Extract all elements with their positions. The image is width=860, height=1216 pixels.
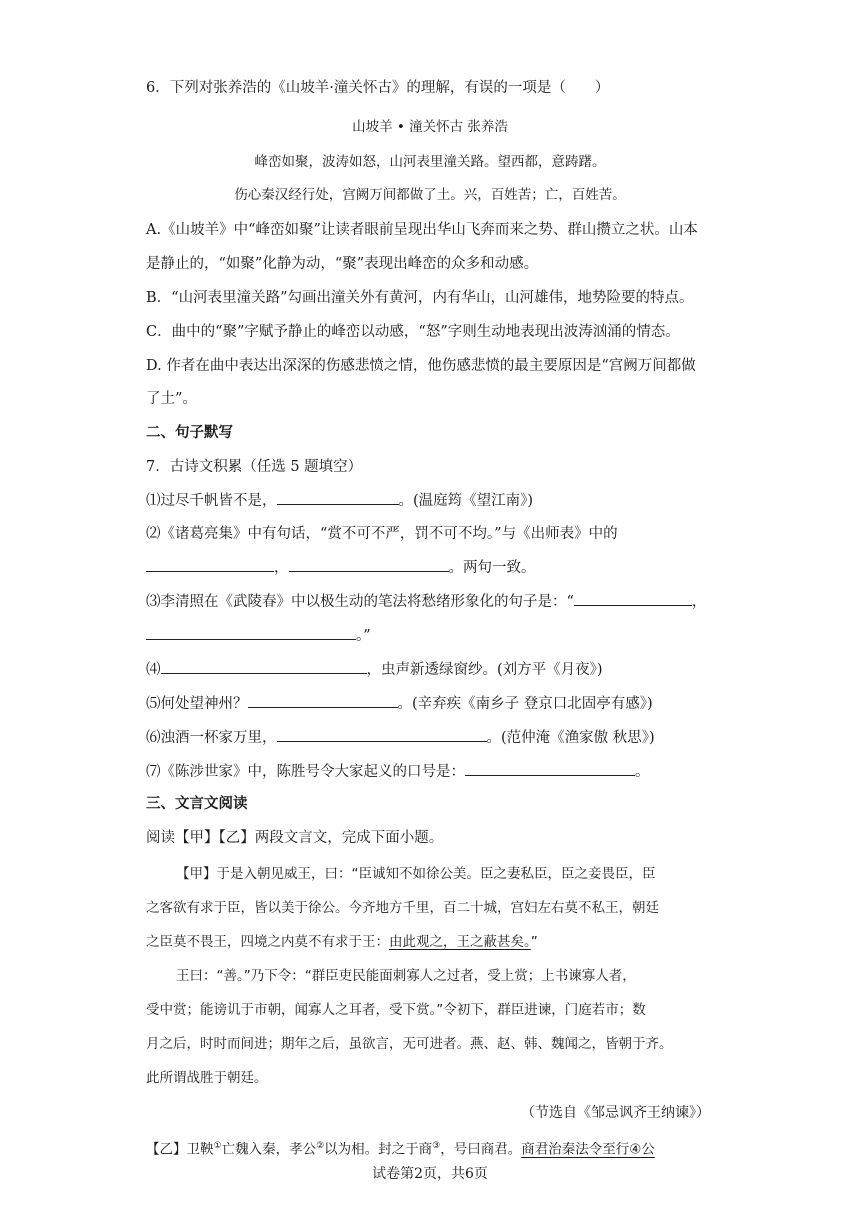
answer-blank[interactable] — [146, 557, 274, 572]
option-c: C．曲中的“聚”字赋予静止的峰峦以动感，“怒”字则生动地表现出波涛汹涌的情态。 — [146, 324, 680, 340]
q7-item-1 — [146, 490, 533, 511]
answer-blank[interactable] — [248, 693, 398, 708]
q7-item-7 — [146, 761, 650, 782]
answer-blank[interactable] — [277, 490, 399, 505]
section-3-heading: 三、文言文阅读 — [146, 795, 248, 812]
passage-yi-d: ，号曰商君。 — [440, 1141, 522, 1158]
poem-line-2: 伤心秦汉经行处，宫阙万间都做了土。兴，百姓苦；亡，百姓苦。 — [234, 187, 626, 203]
page-footer: 试卷第2页，共6页 — [372, 1166, 488, 1182]
option-a-line-1: A.《山坡羊》中“峰峦如聚”让读者眼前呈现出华山飞奔而来之势、群山攒立之状。山本 — [146, 222, 698, 238]
q7-item-4-text: ，虫声新透绿窗纱。(刘方平《月夜》) — [366, 662, 603, 678]
footnote-2: ② — [316, 1141, 325, 1151]
section-2-heading: 二、句子默写 — [146, 424, 233, 441]
passage-yi-b: 亡魏入秦，孝公 — [221, 1141, 317, 1158]
answer-blank[interactable] — [465, 761, 635, 776]
option-a-line-2: 是静止的，“如聚”化静为动，“聚”表现出峰峦的众多和动感。 — [146, 256, 539, 272]
q7-item-5-source: 。(辛弃疾《南乡子 登京口北固亭有感》) — [397, 696, 653, 712]
q7-item-5 — [146, 693, 653, 714]
passage-jia-line-1: 【甲】于是入朝见威王，曰：“臣诚知不如徐公美。臣之妻私臣，臣之妾畏臣，臣 — [176, 866, 656, 882]
option-b: B．“山河表里潼关路”勾画出潼关外有黄河，内有华山，山河雄伟，地势险要的特点。 — [146, 290, 694, 306]
q7-item-6 — [146, 727, 655, 748]
q7-item-2-comma: ， — [274, 560, 289, 576]
poem-line-1: 峰峦如聚，波涛如怒，山河表里潼关路。望西都，意踌躇。 — [254, 154, 606, 170]
passage-yi-a: 【乙】卫鞅 — [146, 1141, 214, 1158]
q7-item-2-tail: 。两句一致。 — [448, 560, 536, 576]
underlined-sentence: 商君治秦法令至行④公 — [521, 1141, 655, 1158]
q7-item-2-answer — [146, 557, 536, 578]
answer-blank[interactable] — [289, 557, 449, 572]
option-d-line-1: D. 作者在曲中表达出深深的伤感悲愤之情，他伤感悲愤的最主要原因是“宫阙万间都做 — [146, 358, 696, 374]
q7-item-1-source: 。(温庭筠《望江南》) — [398, 493, 534, 509]
q7-item-3-text: ⑶李清照在《武陵春》中以极生动的笔法将愁绪形象化的句子是：“ — [146, 594, 574, 610]
answer-blank[interactable] — [146, 625, 356, 640]
answer-blank[interactable] — [277, 727, 487, 742]
q7-item-7-tail: 。 — [635, 764, 650, 780]
q7-item-6-text: ⑹浊酒一杯家万里， — [146, 730, 277, 746]
reading-intro: 阅读【甲】【乙】两段文言文，完成下面小题。 — [146, 830, 444, 846]
q6-stem: 6．下列对张养浩的《山坡羊·潼关怀古》的理解，有误的一项是（ ） — [146, 80, 610, 96]
q7-item-7-text: ⑺《陈涉世家》中，陈胜号令大家起义的口号是： — [146, 764, 465, 780]
passage-wang-line-2: 受中赏；能谤讥于市朝，闻寡人之耳者，受下赏。”令初下，群臣进谏，门庭若市；数 — [146, 1002, 646, 1018]
passage-yi-line-1 — [146, 1136, 655, 1160]
q7-stem: 7．古诗文积累（任选 5 题填空） — [146, 459, 363, 475]
passage-jia-text: 之臣莫不畏王，四境之内莫不有求于王： — [146, 934, 389, 950]
q7-item-2: ⑵《诸葛亮集》中有句话，“赏不可不严，罚不可不均。”与《出师表》中的 — [146, 526, 618, 542]
passage-yi-c: 以为相。封之于商 — [324, 1141, 433, 1158]
underlined-sentence: 由此观之，王之蔽甚矣。 — [389, 934, 531, 950]
footnote-1: ① — [213, 1141, 222, 1151]
q7-item-4 — [146, 659, 603, 680]
passage-wang-line-4: 此所谓战胜于朝廷。 — [146, 1070, 268, 1086]
poem-title: 山坡羊 • 潼关怀古 张养浩 — [352, 119, 508, 135]
q7-item-1-text: ⑴过尽千帆皆不是， — [146, 493, 277, 509]
footnote-3: ③ — [432, 1141, 441, 1151]
passage-wang-line-1: 王曰：“善。”乃下令：“群臣吏民能面刺寡人之过者，受上赏；上书谏寡人者， — [176, 968, 636, 984]
passage-jia-line-3 — [146, 932, 538, 952]
q7-item-3-comma: ， — [691, 594, 707, 610]
q7-item-6-source: 。(范仲淹《渔家傲 秋思》) — [486, 730, 655, 746]
q7-item-4-num: ⑷ — [146, 662, 161, 678]
answer-blank[interactable] — [574, 591, 692, 606]
q7-item-3 — [146, 591, 706, 612]
option-d-line-2: 了土”。 — [146, 391, 197, 407]
q7-item-3-tail: 。” — [356, 628, 371, 644]
passage-wang-line-3: 月之后，时时而间进；期年之后，虽欲言，无可进者。燕、赵、韩、魏闻之，皆朝于齐。 — [146, 1036, 673, 1052]
passage-source: （节选自《邹忌讽齐王纳谏》） — [521, 1105, 710, 1121]
q7-item-5-text: ⑸何处望神州？ — [146, 696, 248, 712]
answer-blank[interactable] — [161, 659, 367, 674]
passage-jia-quote: ” — [530, 934, 538, 950]
passage-jia-line-2: 之客欲有求于臣，皆以美于徐公。今齐地方千里，百二十城，宫妇左右莫不私王，朝廷 — [146, 900, 659, 916]
q7-item-3-answer — [146, 625, 371, 646]
